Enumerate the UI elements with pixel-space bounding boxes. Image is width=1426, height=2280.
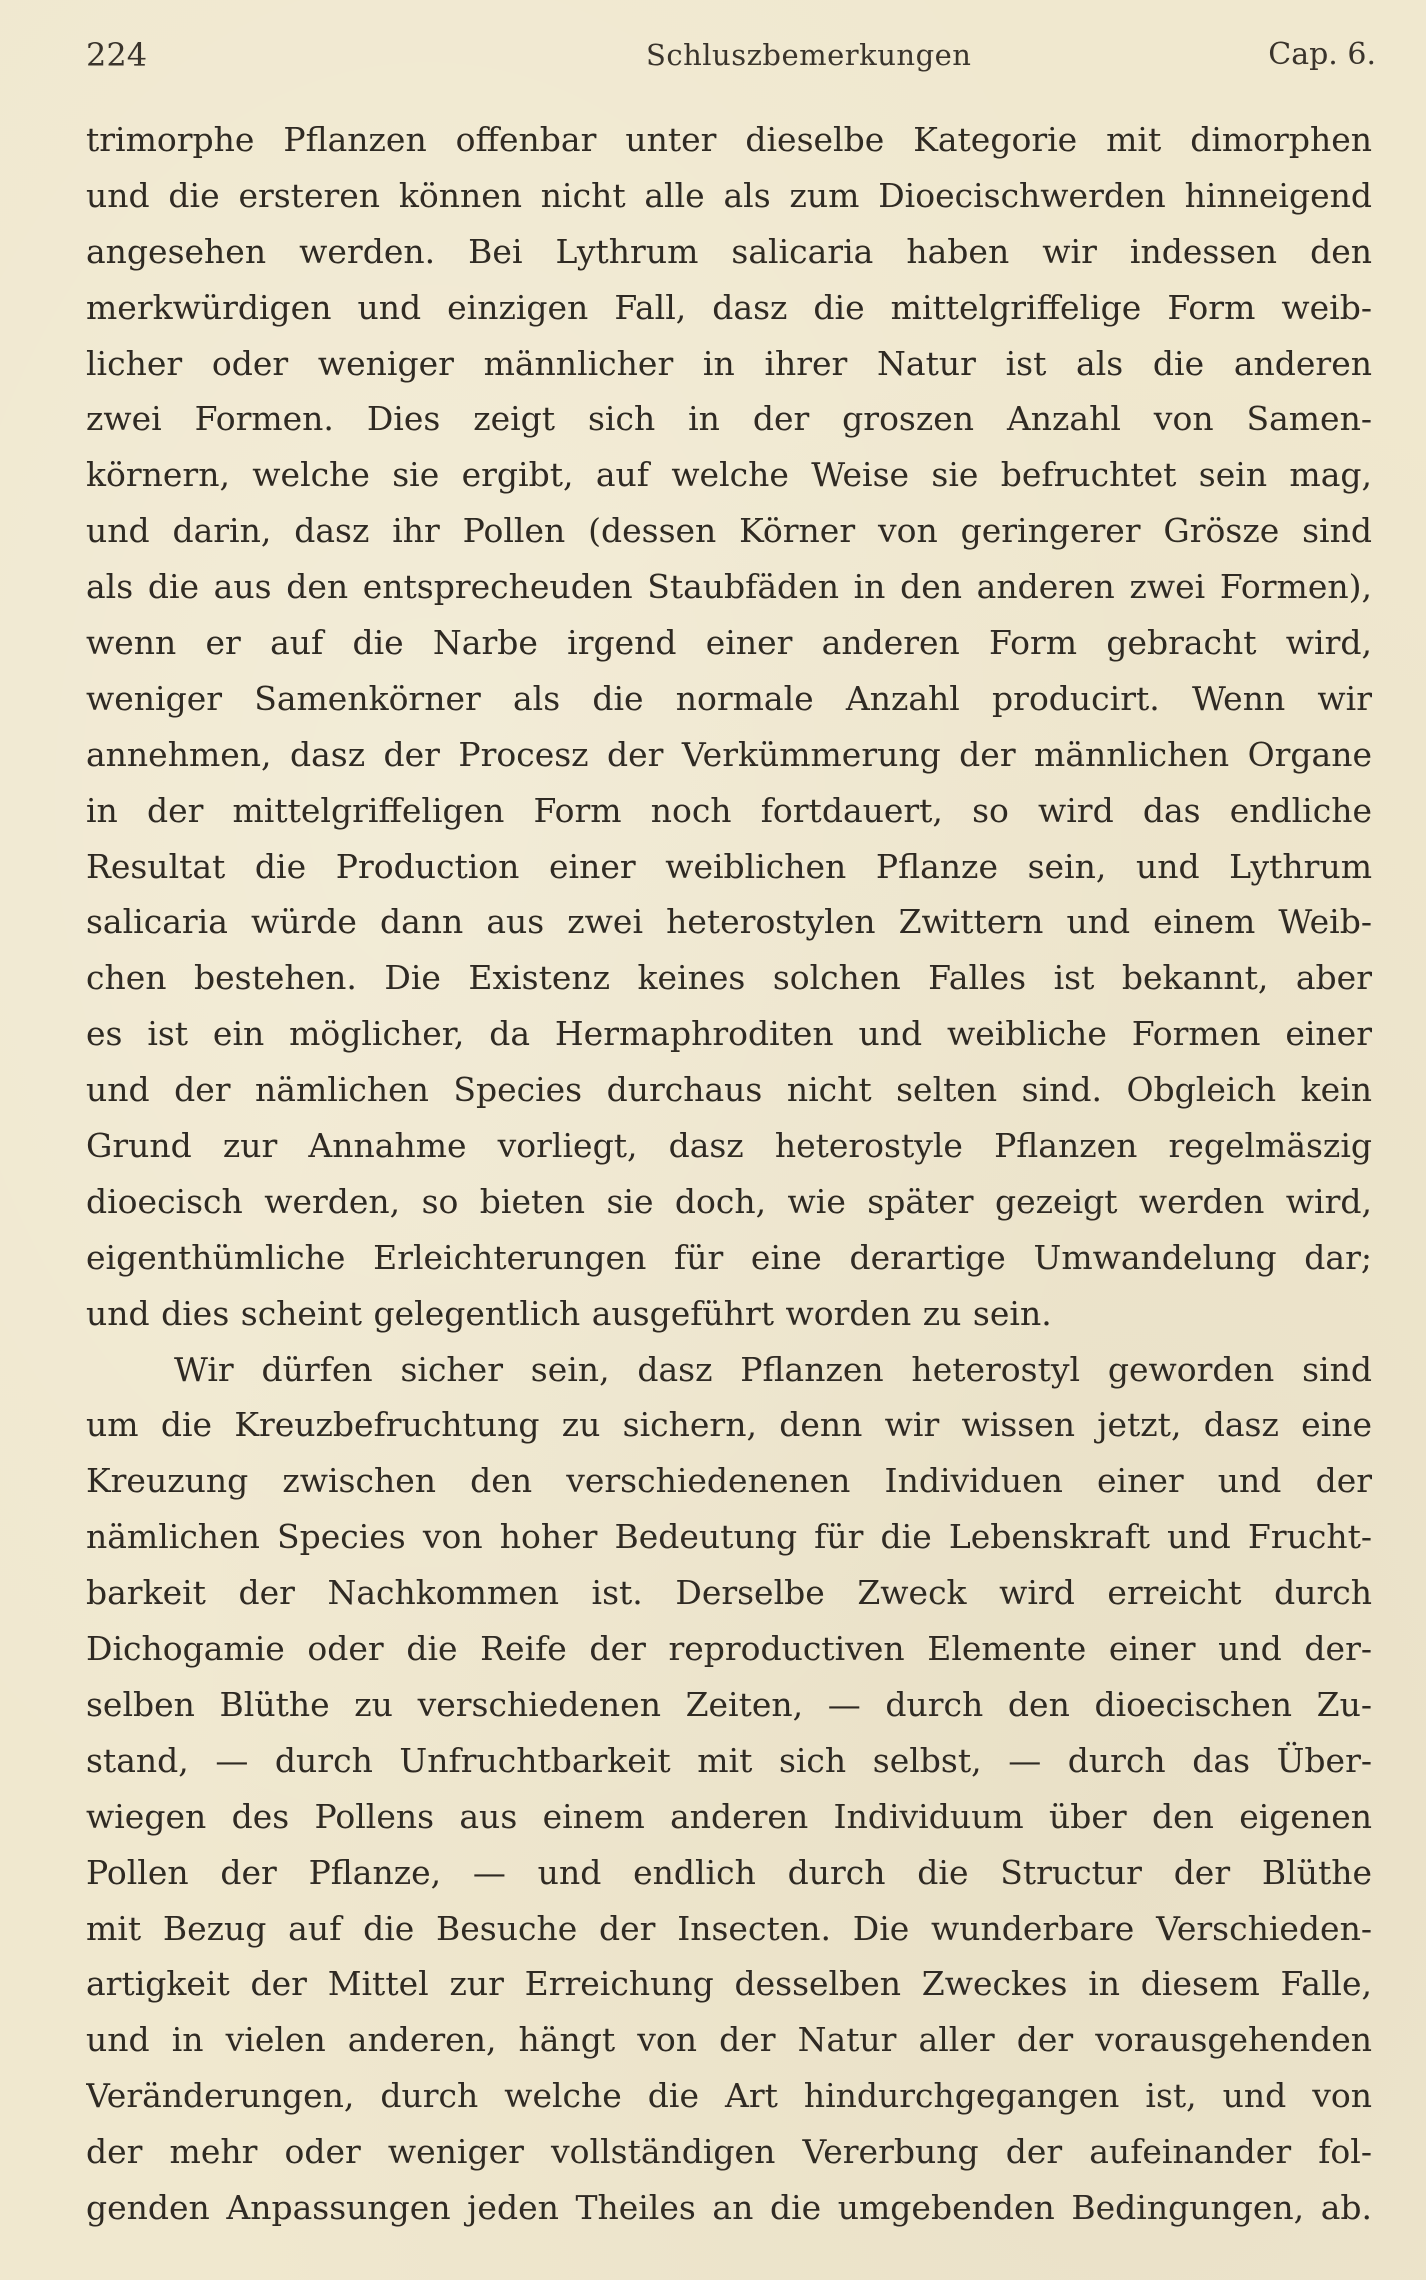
text-line: chen bestehen. Die Existenz keines solchen Falles ist bekannt, aber [86, 958, 1372, 998]
text-line: salicaria würde dann aus zwei heterostylen Zwittern und einem Weib- [86, 902, 1372, 942]
page-number: 224 [86, 36, 148, 74]
text-line: Pollen der Pflanze, — und endlich durch die Structur der Blüthe [86, 1852, 1372, 1892]
paragraph-1 [86, 112, 1372, 1342]
text-line: wiegen des Pollens aus einem anderen Individuum über den eigenen [86, 1796, 1372, 1836]
text-line: merkwürdigen und einzigen Fall, dasz die mittelgriffelige Form weib- [86, 287, 1372, 327]
text-line: körnern, welche sie ergibt, auf welche Weise sie befruchtet sein mag, [86, 455, 1372, 495]
text-line: und dies scheint gelegentlich ausgeführt worden zu sein. [86, 1293, 1052, 1333]
text-line: es ist ein möglicher, da Hermaphroditen und weibliche Formen einer [86, 1014, 1372, 1054]
text-line: annehmen, dasz der Procesz der Verkümmerung der männlichen Organe [86, 734, 1372, 774]
text-line: Resultat die Production einer weiblichen Pflanze sein, und Lythrum [86, 846, 1372, 886]
text-line: stand, — durch Unfruchtbarkeit mit sich selbst, — durch das Über- [86, 1740, 1372, 1780]
text-line: Wir dürfen sicher sein, dasz Pflanzen heterostyl geworden sind [174, 1349, 1372, 1389]
text-line: nämlichen Species von hoher Bedeutung für die Lebenskraft und Frucht- [86, 1517, 1372, 1557]
text-line: licher oder weniger männlicher in ihrer Natur ist als die anderen [86, 343, 1372, 383]
paragraph-2 [86, 1342, 1372, 2236]
text-line: in der mittelgriffeligen Form noch fortdauert, so wird das endliche [86, 790, 1372, 830]
text-line: und darin, dasz ihr Pollen (dessen Körner von geringerer Grösze sind [86, 511, 1372, 551]
text-line: angesehen werden. Bei Lythrum salicaria haben wir indessen den [86, 231, 1372, 271]
text-line: als die aus den entsprecheuden Staubfäden in den anderen zwei Formen), [86, 567, 1372, 607]
text-line: weniger Samenkörner als die normale Anzahl producirt. Wenn wir [86, 678, 1372, 718]
chapter-label: Cap. 6. [1268, 37, 1376, 72]
body-text [86, 112, 1372, 2236]
text-line: zwei Formen. Dies zeigt sich in der groszen Anzahl von Samen- [86, 399, 1372, 439]
text-line: der mehr oder weniger vollständigen Vererbung der aufeinander fol- [86, 2132, 1372, 2172]
text-line: mit Bezug auf die Besuche der Insecten. Die wunderbare Verschieden- [86, 1908, 1372, 1948]
text-line: barkeit der Nachkommen ist. Derselbe Zweck wird erreicht durch [86, 1573, 1372, 1613]
text-line: trimorphe Pflanzen offenbar unter dieselbe Kategorie mit dimorphen [86, 120, 1372, 159]
page-header [86, 30, 1376, 80]
text-line: und der nämlichen Species durchaus nicht selten sind. Obgleich kein [86, 1070, 1372, 1110]
text-line: Veränderungen, durch welche die Art hindurchgegangen ist, und von [86, 2076, 1372, 2116]
text-line: Grund zur Annahme vorliegt, dasz heterostyle Pflanzen regelmäszig [86, 1126, 1372, 1166]
running-title: Schluszbemerkungen [646, 38, 972, 72]
text-line: wenn er auf die Narbe irgend einer anderen Form gebracht wird, [86, 623, 1372, 663]
text-line: dioecisch werden, so bieten sie doch, wie später gezeigt werden wird, [86, 1181, 1372, 1221]
text-line: selben Blüthe zu verschiedenen Zeiten, — durch den dioecischen Zu- [86, 1684, 1372, 1724]
text-line: Kreuzung zwischen den verschiedenenen Individuen einer und der [86, 1461, 1372, 1501]
text-line: Dichogamie oder die Reife der reproductiven Elemente einer und der- [86, 1629, 1372, 1669]
text-line: eigenthümliche Erleichterungen für eine derartige Umwandelung dar; [86, 1237, 1372, 1277]
text-line: um die Kreuzbefruchtung zu sichern, denn wir wissen jetzt, dasz eine [86, 1405, 1372, 1445]
text-line: und in vielen anderen, hängt von der Natur aller der vorausgehenden [86, 2020, 1372, 2060]
text-line: artigkeit der Mittel zur Erreichung desselben Zweckes in diesem Falle, [86, 1964, 1372, 2004]
text-line: genden Anpassungen jeden Theiles an die umgebenden Bedingungen, ab. [86, 2187, 1372, 2227]
text-line: und die ersteren können nicht alle als zum Dioecischwerden hinneigend [86, 175, 1372, 215]
